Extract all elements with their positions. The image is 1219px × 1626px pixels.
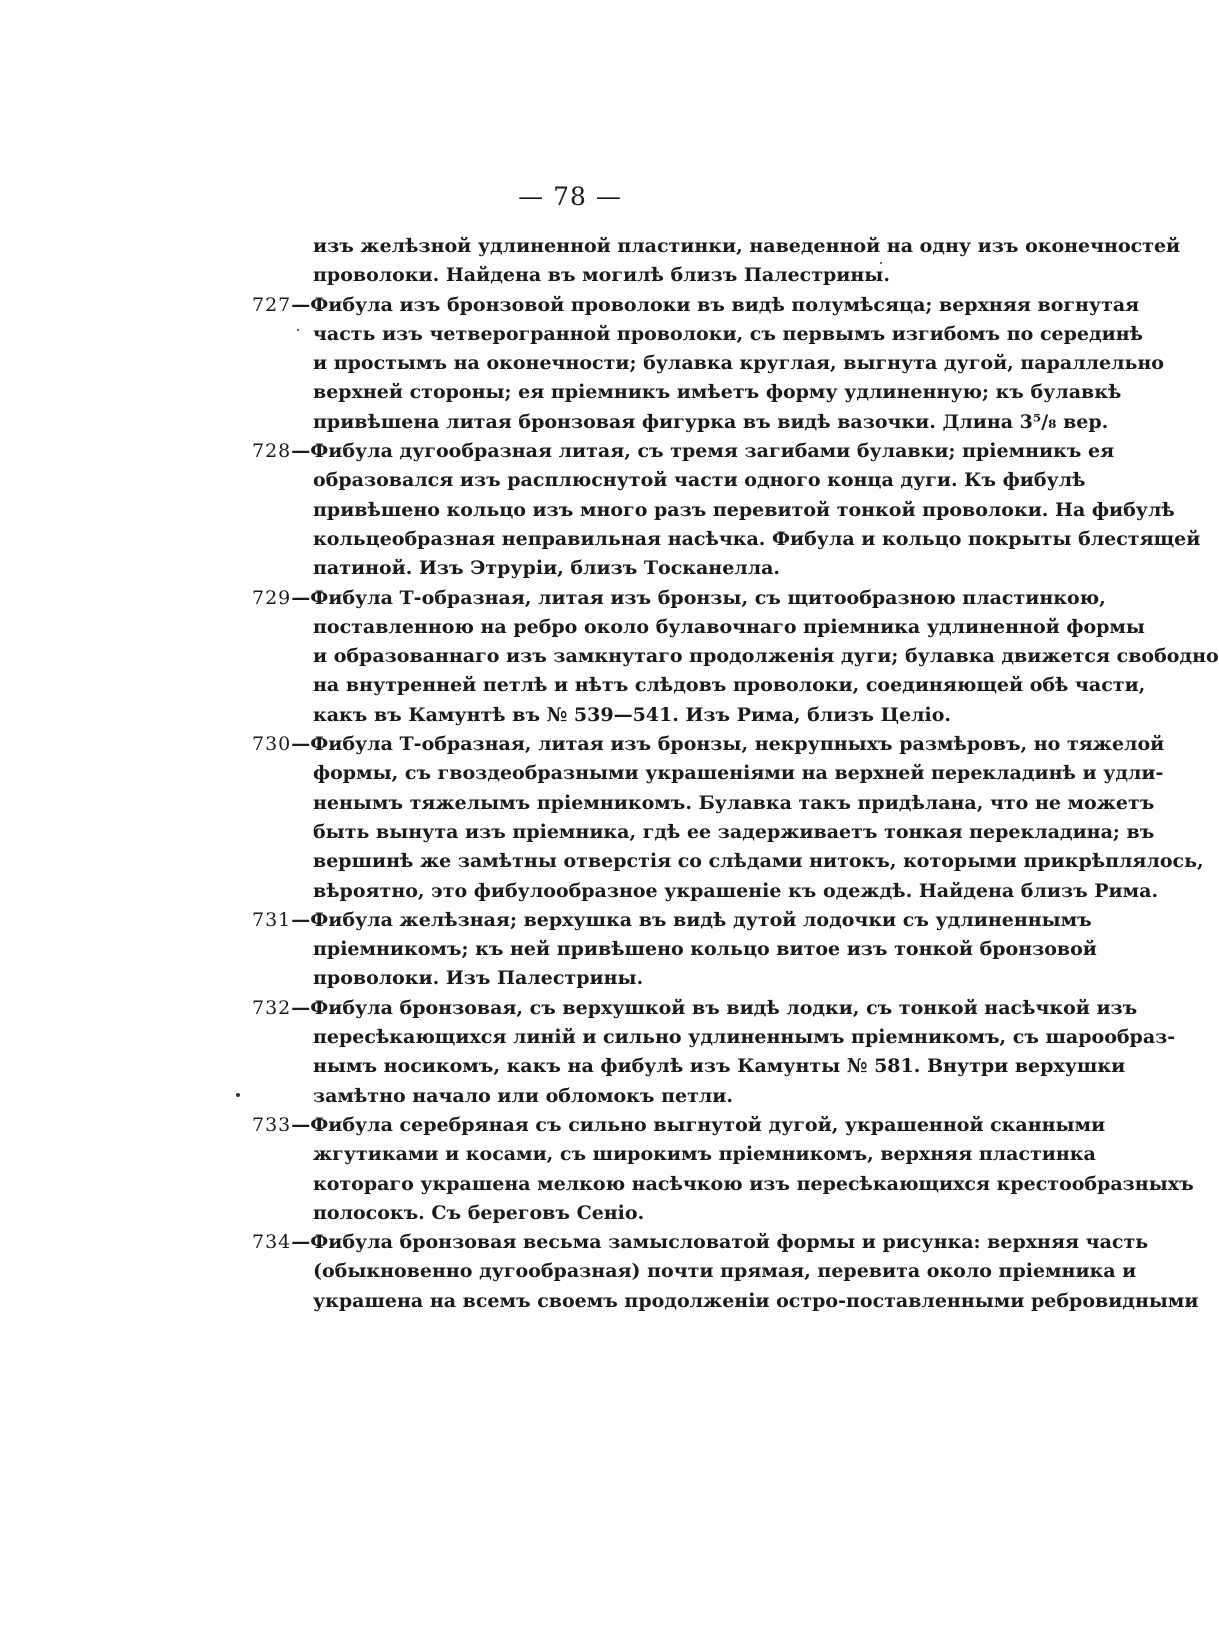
text-line: полосокъ. Съ береговъ Сеніо.: [313, 1201, 645, 1224]
text-line: (обыкновенно дугообразная) почти прямая, перевита около пріемника и: [313, 1260, 1137, 1283]
scan-speck: [297, 329, 299, 331]
entry-first-line: [252, 437, 1115, 466]
catalog-entry-730: [252, 730, 1204, 906]
text-line: верхней стороны; ея пріемникъ имѣетъ форму удлиненную; къ булавкѣ: [313, 381, 1122, 404]
text-line: формы, съ гвоздеобразными украшеніями на верхней перекладинѣ и удли-: [313, 762, 1164, 785]
text-line: изъ желѣзной удлиненной пластинки, наведенной на одну изъ оконечностей: [313, 235, 1181, 257]
catalog-text: [252, 232, 1219, 1316]
entry-first-line: [252, 994, 1138, 1023]
text-line: какъ въ Камунтѣ въ № 539—541. Изъ Рима, близъ Целіо.: [313, 703, 951, 726]
entry-text: —Фибула Т-образная, литая изъ бронзы, некрупныхъ размѣровъ, но тяжелой: [291, 733, 1165, 756]
entry-first-line: [252, 1111, 1106, 1140]
catalog-entry-729: [252, 584, 1219, 730]
text-line: вѣроятно, это фибулообразное украшеніе къ одеждѣ. Найдена близъ Рима.: [313, 879, 1159, 902]
entry-number: 733: [252, 1113, 292, 1136]
entry-text: —Фибула изъ бронзовой проволоки въ видѣ полумѣсяца; верхняя вогнутая: [291, 293, 1140, 316]
catalog-entry-734: [252, 1228, 1199, 1316]
intro-continuation: [252, 232, 1181, 291]
text-line: кольцеобразная неправильная насѣчка. Фибула и кольцо покрыты блестящей: [313, 527, 1201, 550]
text-line: и простымъ на оконечности; булавка круглая, выгнута дугой, параллельно: [313, 352, 1164, 375]
text-line: проволоки. Найдена въ могилѣ близъ Палестрины.: [313, 264, 890, 287]
entry-first-line: [252, 584, 1106, 613]
catalog-entry-731: [252, 906, 1097, 994]
text-line: котораго украшена мелкою насѣчкою изъ пересѣкающихся крестообразныхъ: [313, 1172, 1194, 1195]
entry-first-line: [252, 906, 1092, 935]
entry-text: —Фибула желѣзная; верхушка въ видѣ дутой лодочки съ удлиненнымъ: [291, 908, 1092, 931]
entry-number: 730: [252, 733, 292, 756]
entry-number: 734: [252, 1231, 292, 1254]
text-line: патиной. Изъ Этруріи, близъ Тосканелла.: [313, 557, 781, 580]
scan-speck: [880, 262, 882, 264]
entry-text: —Фибула бронзовая, съ верхушкой въ видѣ лодки, съ тонкой насѣчкой изъ: [291, 996, 1138, 1019]
entry-number: 732: [252, 996, 292, 1019]
text-line: привѣшено кольцо изъ много разъ перевитой тонкой проволоки. На фибулѣ: [313, 498, 1175, 521]
text-line: ненымъ тяжелымъ пріемникомъ. Булавка такъ придѣлана, что не можетъ: [313, 791, 1155, 814]
text-line: украшена на всемъ своемъ продолженіи остро-поставленными ребровидными: [313, 1289, 1199, 1312]
entry-text: —Фибула дугообразная литая, съ тремя загибами булавки; пріемникъ ея: [291, 440, 1115, 463]
entry-first-line: [252, 291, 1140, 320]
catalog-entry-733: [252, 1111, 1194, 1228]
text-line: замѣтно начало или обломокъ петли.: [313, 1084, 733, 1107]
entry-number: 729: [252, 586, 292, 609]
text-line: поставленною на ребро около булавочнаго пріемника удлиненной формы: [313, 615, 1145, 638]
text-line: привѣшена литая бронзовая фигурка въ видѣ вазочки. Длина 3⁵/₈ вер.: [313, 410, 1109, 433]
scan-speck: [236, 1093, 240, 1097]
entry-first-line: [252, 1228, 1149, 1257]
catalog-entry-732: [252, 994, 1176, 1111]
text-line: вершинѣ же замѣтны отверстія со слѣдами нитокъ, которыми прикрѣплялось,: [313, 850, 1204, 873]
text-line: образовался изъ расплюснутой части одного конца дуги. Къ фибулѣ: [313, 469, 1086, 492]
entry-text: —Фибула бронзовая весьма замысловатой формы и рисунка: верхняя часть: [291, 1231, 1149, 1254]
catalog-entry-728: [252, 437, 1201, 583]
entry-number: 728: [252, 440, 292, 463]
text-line: нымъ носикомъ, какъ на фибулѣ изъ Камунты № 581. Внутри верхушки: [313, 1055, 1126, 1078]
entry-number: 731: [252, 908, 292, 931]
catalog-entry-727: [252, 291, 1164, 437]
text-line: пересѣкающихся линій и сильно удлиненнымъ пріемникомъ, съ шарообраз-: [313, 1026, 1176, 1049]
entry-text: —Фибула Т-образная, литая изъ бронзы, съ щитообразною пластинкою,: [291, 586, 1106, 609]
text-line: жгутиками и косами, съ широкимъ пріемникомъ, верхняя пластинка: [313, 1143, 1096, 1166]
text-line: пріемникомъ; къ ней привѣшено кольцо витое изъ тонкой бронзовой: [313, 938, 1097, 961]
text-line: быть вынута изъ пріемника, гдѣ ее задерживаетъ тонкая перекладина; въ: [313, 820, 1155, 843]
entry-first-line: [252, 730, 1165, 759]
text-line: и образованнаго изъ замкнутаго продолженія дуги; булавка движется свободно: [313, 645, 1219, 668]
text-line: проволоки. Изъ Палестрины.: [313, 967, 644, 990]
entry-number: 727: [252, 293, 292, 316]
page-number: — 78 —: [518, 182, 622, 211]
entry-text: —Фибула серебряная съ сильно выгнутой дугой, украшенной сканными: [291, 1113, 1106, 1136]
text-line: на внутренней петлѣ и нѣтъ слѣдовъ проволоки, соединяющей обѣ части,: [313, 674, 1146, 697]
text-line: часть изъ четверогранной проволоки, съ первымъ изгибомъ по серединѣ: [313, 322, 1143, 345]
